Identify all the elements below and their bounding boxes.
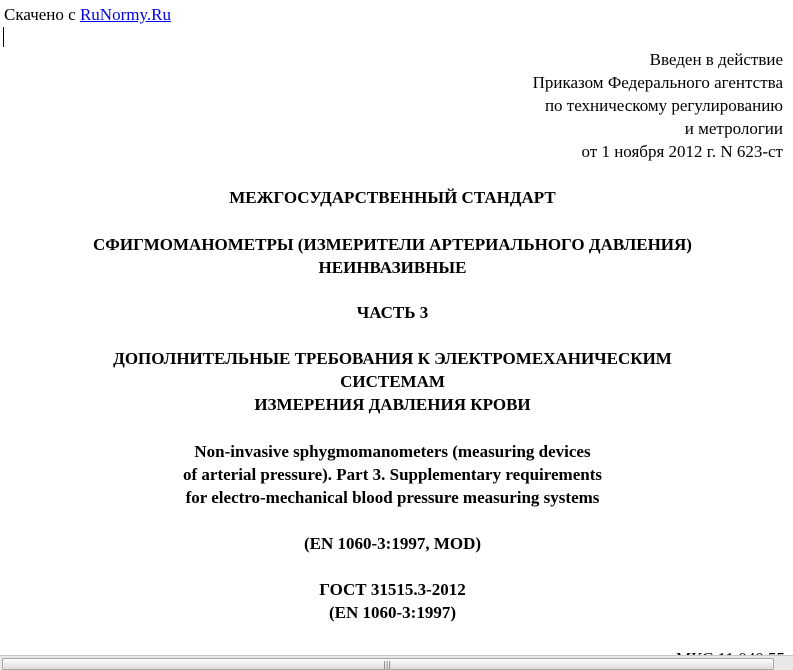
enactment-line: и метрологии	[684, 119, 783, 138]
enactment-line: Приказом Федерального агентства	[532, 73, 783, 92]
russian-subtitle	[0, 347, 785, 416]
english-title-line: for electro-mechanical blood pressure measuring systems	[185, 488, 600, 507]
downloaded-prefix: Скачено с	[4, 5, 76, 24]
text-cursor	[3, 27, 4, 47]
scrollbar-thumb[interactable]	[2, 658, 774, 670]
enactment-line: Введен в действие	[649, 50, 783, 69]
english-title-line: of arterial pressure). Part 3. Supplementary requirements	[183, 465, 602, 484]
grip-icon: |||	[383, 660, 392, 669]
subtitle-line: ДОПОЛНИТЕЛЬНЫЕ ТРЕБОВАНИЯ К ЭЛЕКТРОМЕХАНИЧЕСКИМ	[113, 349, 672, 368]
equivalence-text: (EN 1060-3:1997, MOD)	[303, 534, 482, 553]
subtitle-line: ИЗМЕРЕНИЯ ДАВЛЕНИЯ КРОВИ	[254, 395, 531, 414]
english-title-line: Non-invasive sphygmomanometers (measuring devices	[194, 442, 591, 461]
enactment-block	[533, 48, 783, 163]
english-title	[0, 440, 785, 509]
download-source-line	[4, 3, 171, 26]
title-line: НЕИНВАЗИВНЫЕ	[318, 258, 467, 277]
enactment-line: по техническому регулированию	[544, 96, 783, 115]
gost-equivalent: (EN 1060-3:1997)	[328, 603, 456, 622]
standard-type: МЕЖГОСУДАРСТВЕННЫЙ СТАНДАРТ	[229, 188, 556, 207]
title-line: СФИГМОМАНОМЕТРЫ (ИЗМЕРИТЕЛИ АРТЕРИАЛЬНОГО ДАВЛЕНИЯ)	[93, 235, 692, 254]
enactment-line: от 1 ноября 2012 г. N 623-ст	[581, 142, 783, 161]
part-label: ЧАСТЬ 3	[356, 303, 429, 322]
source-link[interactable]: RuNormy.Ru	[79, 5, 171, 24]
part-heading	[0, 301, 785, 324]
subtitle-line: СИСТЕМАМ	[340, 372, 445, 391]
gost-designation	[0, 578, 785, 624]
horizontal-scrollbar[interactable]	[0, 655, 793, 670]
russian-title	[0, 233, 785, 279]
standard-type-heading	[0, 186, 785, 209]
gost-number: ГОСТ 31515.3-2012	[319, 580, 466, 599]
equivalence-note	[0, 532, 785, 555]
